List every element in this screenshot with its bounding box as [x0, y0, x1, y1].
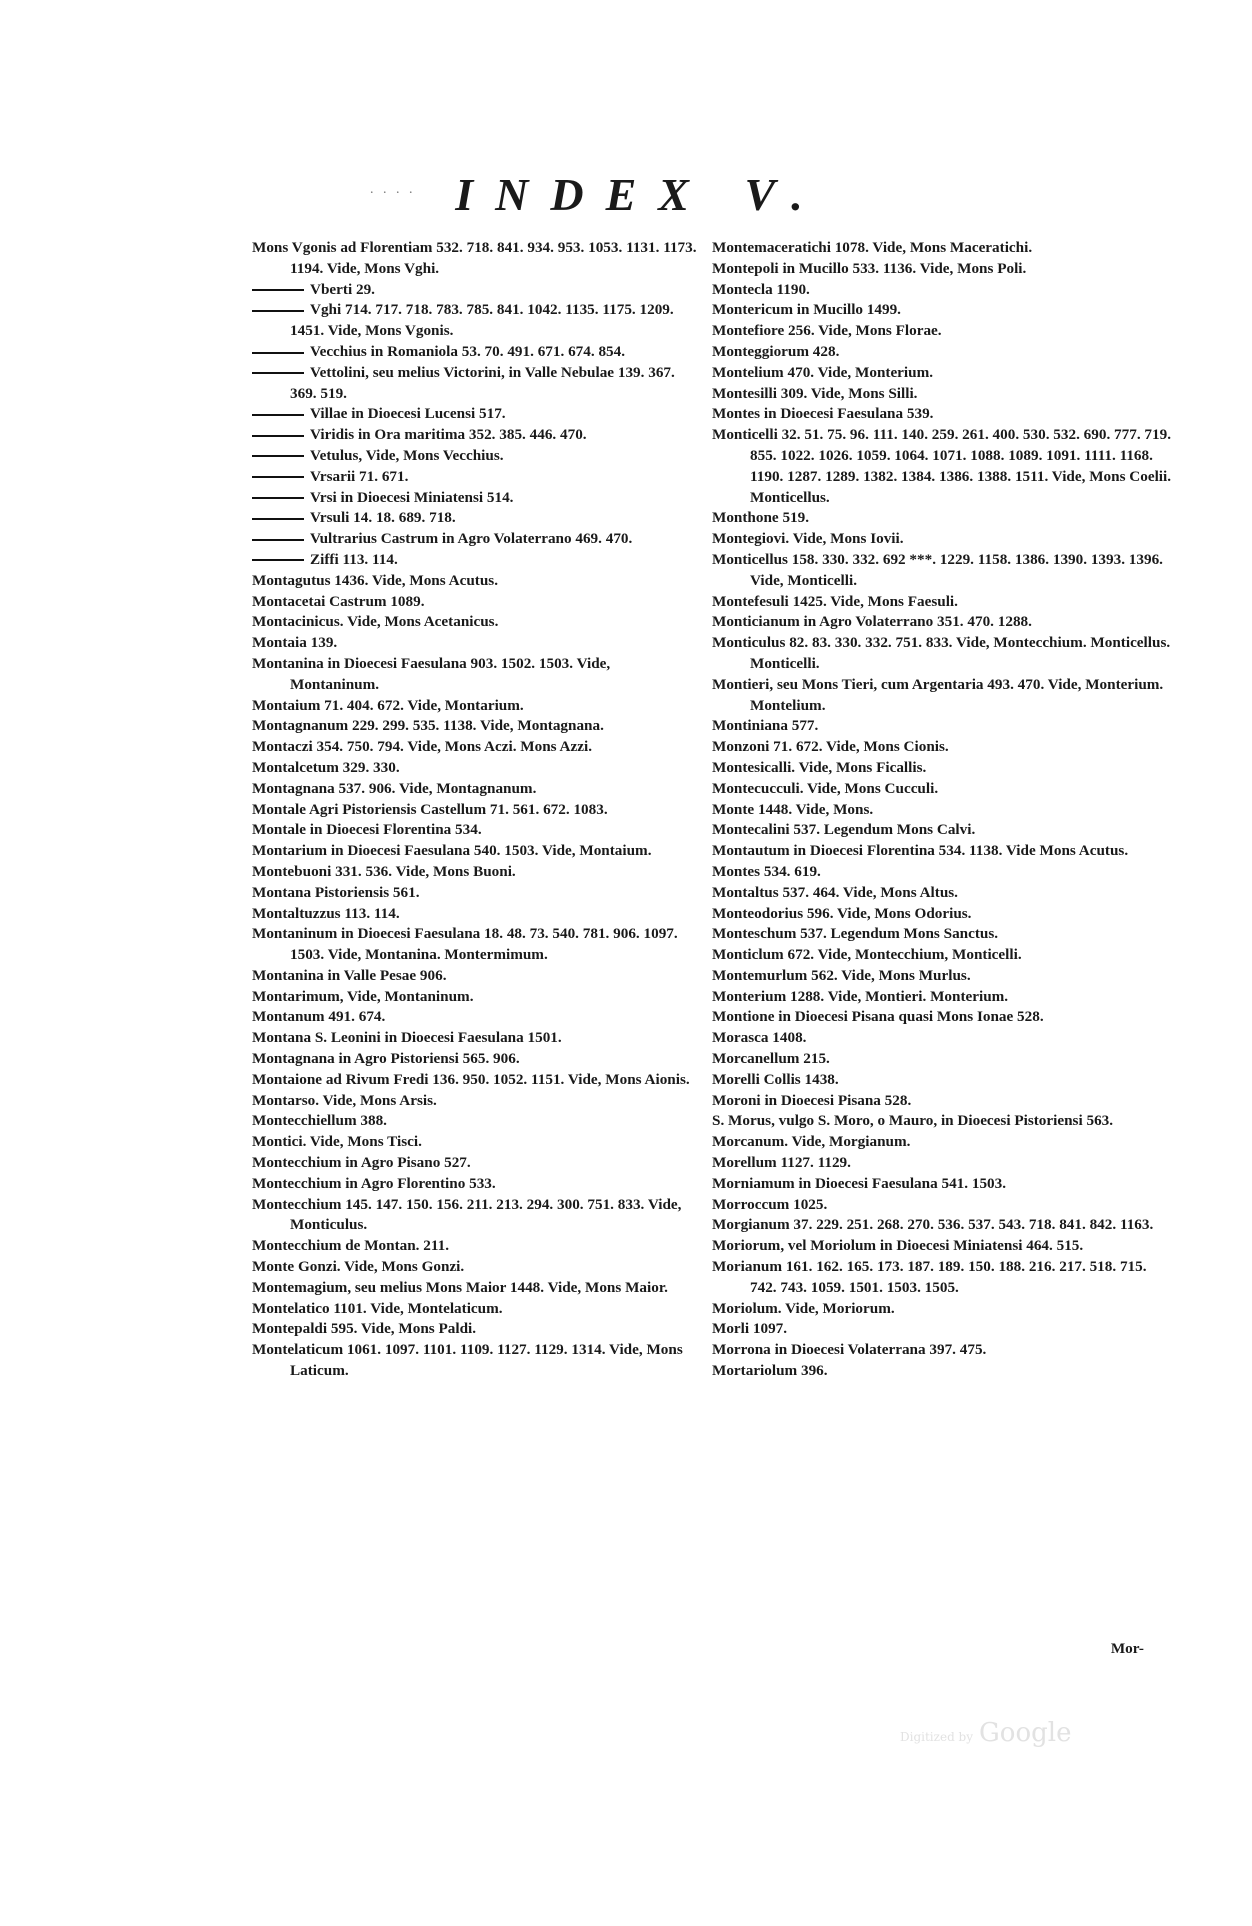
index-entry-text: Vettolini, seu melius Victorini, in Valle Nebulae 139. 367. 369. 519.: [290, 363, 675, 402]
index-entry: [252, 363, 697, 405]
repeat-dash: [252, 289, 304, 291]
index-entry-text: Monteschum 537. Legendum Mons Sanctus.: [712, 925, 999, 943]
index-entry: [252, 571, 697, 592]
index-entry: [712, 633, 1174, 675]
index-entry-text: Montalcetum 329. 330.: [252, 758, 400, 776]
index-entry-text: Villae in Dioecesi Lucensi 517.: [310, 405, 506, 423]
index-entry-text: Vecchius in Romaniola 53. 70. 491. 671. 674. 854.: [310, 342, 626, 360]
index-entry: [252, 1132, 697, 1153]
watermark-brand: Google: [979, 1718, 1072, 1748]
index-entry-text: Vrsuli 14. 18. 689. 718.: [310, 509, 456, 527]
index-entry-text: Montecla 1190.: [712, 280, 810, 298]
index-entry-text: Morcanum. Vide, Morgianum.: [712, 1133, 911, 1151]
index-entry-text: Monticellus 158. 330. 332. 692 ***. 1229. 1158. 1386. 1390. 1393. 1396. Vide, Monticelli.: [712, 550, 1163, 589]
index-entry: [252, 820, 697, 841]
index-entry: [712, 1153, 1174, 1174]
index-entry: [712, 1361, 1174, 1382]
repeat-dash: [252, 435, 304, 437]
left-column: [252, 238, 697, 1382]
index-entry: [252, 654, 697, 696]
index-entry: [252, 1153, 697, 1174]
index-entry-text: Montione in Dioecesi Pisana quasi Mons Ionae 528.: [712, 1008, 1044, 1026]
repeat-dash: [252, 310, 304, 312]
index-entry-text: Montelatico 1101. Vide, Montelaticum.: [252, 1299, 503, 1317]
index-entry: [252, 924, 697, 966]
repeat-dash: [252, 497, 304, 499]
index-entry: [252, 550, 697, 571]
index-entry-text: Morrona in Dioecesi Volaterrana 397. 475.: [712, 1341, 987, 1359]
index-entry-text: Montiniana 577.: [712, 717, 819, 735]
index-entry: [252, 800, 697, 821]
index-entry: [712, 384, 1174, 405]
index-entry: [252, 488, 697, 509]
index-entry: [712, 1340, 1174, 1361]
index-entry-text: Montecalini 537. Legendum Mons Calvi.: [712, 821, 976, 839]
repeat-dash: [252, 372, 304, 374]
index-entry: [712, 841, 1174, 862]
repeat-dash: [252, 559, 304, 561]
index-entry: [712, 1174, 1174, 1195]
index-entry-text: Monticulus 82. 83. 330. 332. 751. 833. Vide, Montecchium. Monticellus. Monticelli.: [712, 634, 1171, 672]
index-entry-text: Moriolum. Vide, Moriorum.: [712, 1299, 895, 1317]
index-entry-text: Montaninum in Dioecesi Faesulana 18. 48. 73. 540. 781. 906. 1097. 1503. Vide, Montanina. Montermimum.: [252, 925, 678, 964]
index-entry-text: Montaltuzzus 113. 114.: [252, 904, 400, 922]
digitized-watermark: [900, 1718, 1071, 1748]
index-entry-text: Morroccum 1025.: [712, 1195, 828, 1213]
repeat-dash: [252, 518, 304, 520]
index-entry-text: Montaia 139.: [252, 634, 338, 652]
index-entry: [712, 1257, 1174, 1299]
index-entry: [252, 966, 697, 987]
index-entry-text: Moriorum, vel Moriolum in Dioecesi Miniatensi 464. 515.: [712, 1237, 1084, 1255]
index-entry: [252, 1299, 697, 1320]
index-entry-text: Monticelli 32. 51. 75. 96. 111. 140. 259. 261. 400. 530. 532. 690. 777. 719. 855. 1022. 1026. 1059. 1064. 1071. 1088. 1089. 1091. 1111. 1168. 1190. 1287. 1289. 1382. 1384. 1386. 1388. 1511. Vide, Mons Coelii. Monticellus.: [712, 426, 1172, 506]
index-entry-text: Montaione ad Rivum Fredi 136. 950. 1052. 1151. Vide, Mons Aionis.: [252, 1070, 690, 1088]
index-entry: [252, 716, 697, 737]
repeat-dash: [252, 352, 304, 354]
catchword: Mor-: [1110, 1640, 1144, 1657]
index-entry-text: Montecchium in Agro Florentino 533.: [252, 1174, 496, 1192]
index-entry-text: Morli 1097.: [712, 1320, 788, 1338]
index-entry-text: Montaium 71. 404. 672. Vide, Montarium.: [252, 696, 524, 714]
index-entry: [252, 841, 697, 862]
repeat-dash: [252, 539, 304, 541]
index-entry: [712, 612, 1174, 633]
index-entry-text: Montagutus 1436. Vide, Mons Acutus.: [252, 571, 498, 589]
index-entry-text: Montegiovi. Vide, Mons Iovii.: [712, 530, 904, 548]
title-ornament: . . . .: [370, 182, 416, 197]
index-entry-text: Montecchium 145. 147. 150. 156. 211. 213. 294. 300. 751. 833. Vide, Monticulus.: [252, 1195, 682, 1234]
index-entry: [712, 737, 1174, 758]
index-entry-text: Montana S. Leonini in Dioecesi Faesulana 1501.: [252, 1029, 562, 1047]
index-entry: [712, 1195, 1174, 1216]
right-column: [712, 238, 1174, 1382]
index-entry-text: Moroni in Dioecesi Pisana 528.: [712, 1091, 912, 1109]
index-entry-text: Monzoni 71. 672. Vide, Mons Cionis.: [712, 738, 949, 756]
index-entry: [712, 280, 1174, 301]
index-entry: [712, 1319, 1174, 1340]
index-entry-text: Vrsi in Dioecesi Miniatensi 514.: [310, 488, 514, 506]
index-entry-text: Monteggiorum 428.: [712, 342, 840, 360]
index-entry: [252, 633, 697, 654]
index-entry: [712, 675, 1174, 717]
index-entry-text: Montarso. Vide, Mons Arsis.: [252, 1091, 437, 1109]
index-entry: [252, 467, 697, 488]
index-entry: [712, 716, 1174, 737]
index-entry: [252, 1028, 697, 1049]
index-entry: [252, 1257, 697, 1278]
index-entry-text: Montesicalli. Vide, Mons Ficallis.: [712, 758, 927, 776]
repeat-dash: [252, 476, 304, 478]
index-entry-text: Vghi 714. 717. 718. 783. 785. 841. 1042. 1135. 1175. 1209. 1451. Vide, Mons Vgonis.: [290, 301, 674, 340]
index-entry-text: Monticlum 672. Vide, Montecchium, Monticelli.: [712, 946, 1022, 964]
index-entry-text: Vrsarii 71. 671.: [310, 467, 409, 485]
index-entry-text: Monterium 1288. Vide, Montieri. Monterium.: [712, 987, 1009, 1005]
index-entry: [712, 342, 1174, 363]
index-entry-text: Montautum in Dioecesi Florentina 534. 1138. Vide Mons Acutus.: [712, 842, 1129, 860]
index-entry: [712, 321, 1174, 342]
index-entry-text: Morgianum 37. 229. 251. 268. 270. 536. 537. 543. 718. 841. 842. 1163.: [712, 1216, 1154, 1234]
index-entry-text: Monticianum in Agro Volaterrano 351. 470. 1288.: [712, 613, 1032, 631]
index-entry-text: Montagnana in Agro Pistoriensi 565. 906.: [252, 1050, 520, 1068]
index-entry-text: Montepoli in Mucillo 533. 1136. Vide, Mons Poli.: [712, 259, 1027, 277]
index-entry: [712, 1007, 1174, 1028]
index-entry: [252, 883, 697, 904]
index-entry: [252, 612, 697, 633]
index-entry: [252, 529, 697, 550]
index-entry: [252, 1195, 697, 1237]
index-entry: [712, 987, 1174, 1008]
index-entry-text: Morianum 161. 162. 165. 173. 187. 189. 150. 188. 216. 217. 518. 715. 742. 743. 1059. 1501. 1503. 1505.: [712, 1258, 1147, 1296]
index-entry-text: Vultrarius Castrum in Agro Volaterrano 469. 470.: [310, 530, 633, 548]
index-entry: [252, 696, 697, 717]
index-entry: [712, 1132, 1174, 1153]
index-entry: [712, 800, 1174, 821]
index-entry-text: Montecchiellum 388.: [252, 1112, 387, 1130]
index-entry: [252, 592, 697, 613]
index-entry: [252, 238, 697, 280]
index-entry: [252, 508, 697, 529]
index-entry-text: Mons Vgonis ad Florentiam 532. 718. 841. 934. 953. 1053. 1131. 1173. 1194. Vide, Mons Vghi.: [252, 239, 697, 277]
index-entry-text: Montanina in Dioecesi Faesulana 903. 1502. 1503. Vide, Montaninum.: [252, 654, 611, 693]
index-entry-text: Montebuoni 331. 536. Vide, Mons Buoni.: [252, 862, 516, 880]
index-entry-text: Morasca 1408.: [712, 1029, 807, 1047]
index-entry-text: Montefesuli 1425. Vide, Mons Faesuli.: [712, 592, 958, 610]
index-entry: [252, 1278, 697, 1299]
index-entry-text: Monteodorius 596. Vide, Mons Odorius.: [712, 904, 972, 922]
index-entry: [252, 758, 697, 779]
index-entry-text: Montarimum, Vide, Montaninum.: [252, 987, 474, 1005]
index-entry-text: S. Morus, vulgo S. Moro, o Mauro, in Dioecesi Pistoriensi 563.: [712, 1112, 1114, 1130]
index-entry: [252, 737, 697, 758]
index-entry: [712, 1236, 1174, 1257]
index-entry: [252, 280, 697, 301]
index-entry: [252, 1319, 697, 1340]
index-entry: [712, 1111, 1174, 1132]
index-entry-text: Montagnanum 229. 299. 535. 1138. Vide, Montagnana.: [252, 717, 604, 735]
index-entry-text: Montesilli 309. Vide, Mons Silli.: [712, 384, 918, 402]
index-entry-text: Montecchium de Montan. 211.: [252, 1237, 450, 1255]
index-entry: [712, 820, 1174, 841]
index-entry: [252, 1236, 697, 1257]
index-entry: [712, 1070, 1174, 1091]
index-entry: [712, 924, 1174, 945]
index-entry: [712, 1091, 1174, 1112]
index-entry: [252, 1174, 697, 1195]
index-entry: [252, 342, 697, 363]
index-entry-text: Mortariolum 396.: [712, 1362, 828, 1380]
index-entry: [252, 446, 697, 467]
index-entry-text: Morellum 1127. 1129.: [712, 1154, 851, 1172]
index-entry: [252, 904, 697, 925]
index-entry-text: Montemagium, seu melius Mons Maior 1448. Vide, Mons Maior.: [252, 1278, 668, 1296]
index-entry-text: Monte Gonzi. Vide, Mons Gonzi.: [252, 1258, 465, 1276]
index-entry-text: Montici. Vide, Mons Tisci.: [252, 1133, 422, 1151]
index-entry-text: Vberti 29.: [310, 280, 375, 298]
index-entry-text: Montagnana 537. 906. Vide, Montagnanum.: [252, 779, 537, 797]
index-entry-text: Montecchium in Agro Pisano 527.: [252, 1154, 471, 1172]
index-entry-text: Montemurlum 562. Vide, Mons Murlus.: [712, 966, 971, 984]
index-entry-text: Montefiore 256. Vide, Mons Florae.: [712, 322, 942, 340]
index-entry-text: Montarium in Dioecesi Faesulana 540. 1503. Vide, Montaium.: [252, 842, 652, 860]
index-entry: [252, 1340, 697, 1382]
index-entry-text: Monthone 519.: [712, 509, 810, 527]
index-entry-text: Vetulus, Vide, Mons Vecchius.: [310, 446, 504, 464]
index-entry: [252, 425, 697, 446]
repeat-dash: [252, 455, 304, 457]
index-entry: [712, 1299, 1174, 1320]
index-entry: [252, 300, 697, 342]
repeat-dash: [252, 414, 304, 416]
index-entry: [712, 862, 1174, 883]
index-entry-text: Montes in Dioecesi Faesulana 539.: [712, 405, 934, 423]
page-title: INDEX V.: [455, 169, 825, 220]
index-entry: [712, 363, 1174, 384]
index-entry: [252, 404, 697, 425]
index-entry-text: Montericum in Mucillo 1499.: [712, 301, 901, 319]
index-entry: [252, 987, 697, 1008]
index-entry-text: Morniamum in Dioecesi Faesulana 541. 1503.: [712, 1174, 1007, 1192]
index-entry: [252, 779, 697, 800]
index-entry: [712, 1028, 1174, 1049]
index-entry-text: Montieri, seu Mons Tieri, cum Argentaria 493. 470. Vide, Monterium. Montelium.: [712, 675, 1164, 714]
index-entry-text: Morelli Collis 1438.: [712, 1070, 839, 1088]
index-entry-text: Montacetai Castrum 1089.: [252, 592, 425, 610]
index-entry: [252, 1070, 697, 1091]
index-entry: [252, 1049, 697, 1070]
index-entry-text: Montelium 470. Vide, Monterium.: [712, 363, 934, 381]
index-entry: [712, 883, 1174, 904]
index-entry-text: Morcanellum 215.: [712, 1050, 830, 1068]
index-entry: [712, 529, 1174, 550]
index-entry: [712, 404, 1174, 425]
index-entry: [252, 1091, 697, 1112]
index-entry: [712, 300, 1174, 321]
index-entry-text: Montepaldi 595. Vide, Mons Paldi.: [252, 1320, 477, 1338]
index-entry: [712, 550, 1174, 592]
index-entry-text: Montelaticum 1061. 1097. 1101. 1109. 1127. 1129. 1314. Vide, Mons Laticum.: [252, 1341, 683, 1380]
index-entry-text: Montecucculi. Vide, Mons Cucculi.: [712, 779, 939, 797]
index-entry-text: Montemaceratichi 1078. Vide, Mons Maceratichi.: [712, 239, 1033, 256]
index-entry: [712, 592, 1174, 613]
index-entry: [252, 1111, 697, 1132]
index-entry: [712, 1215, 1174, 1236]
index-entry-text: Montale in Dioecesi Florentina 534.: [252, 821, 482, 839]
index-entry-text: Viridis in Ora maritima 352. 385. 446. 470.: [310, 426, 587, 444]
index-entry: [712, 945, 1174, 966]
index-entry: [712, 779, 1174, 800]
index-entry: [712, 758, 1174, 779]
index-entry-text: Montes 534. 619.: [712, 862, 821, 880]
index-entry-text: Ziffi 113. 114.: [310, 550, 398, 568]
index-entry-text: Montana Pistoriensis 561.: [252, 883, 420, 901]
index-entry: [712, 238, 1174, 259]
index-entry-text: Montanina in Valle Pesae 906.: [252, 966, 447, 984]
index-entry-text: Montaltus 537. 464. Vide, Mons Altus.: [712, 883, 958, 901]
index-entry-text: Montacinicus. Vide, Mons Acetanicus.: [252, 613, 499, 631]
index-entry: [712, 904, 1174, 925]
index-entry: [712, 259, 1174, 280]
index-entry: [712, 1049, 1174, 1070]
index-entry-text: Montanum 491. 674.: [252, 1008, 386, 1026]
index-entry: [712, 508, 1174, 529]
index-entry-text: Montaczi 354. 750. 794. Vide, Mons Aczi. Mons Azzi.: [252, 738, 592, 756]
index-entry-text: Monte 1448. Vide, Mons.: [712, 800, 874, 818]
index-entry: [712, 966, 1174, 987]
index-entry: [252, 1007, 697, 1028]
index-entry-text: Montale Agri Pistoriensis Castellum 71. 561. 672. 1083.: [252, 800, 608, 818]
index-entry: [252, 862, 697, 883]
watermark-prefix: Digitized by: [900, 1730, 974, 1744]
index-entry: [712, 425, 1174, 508]
